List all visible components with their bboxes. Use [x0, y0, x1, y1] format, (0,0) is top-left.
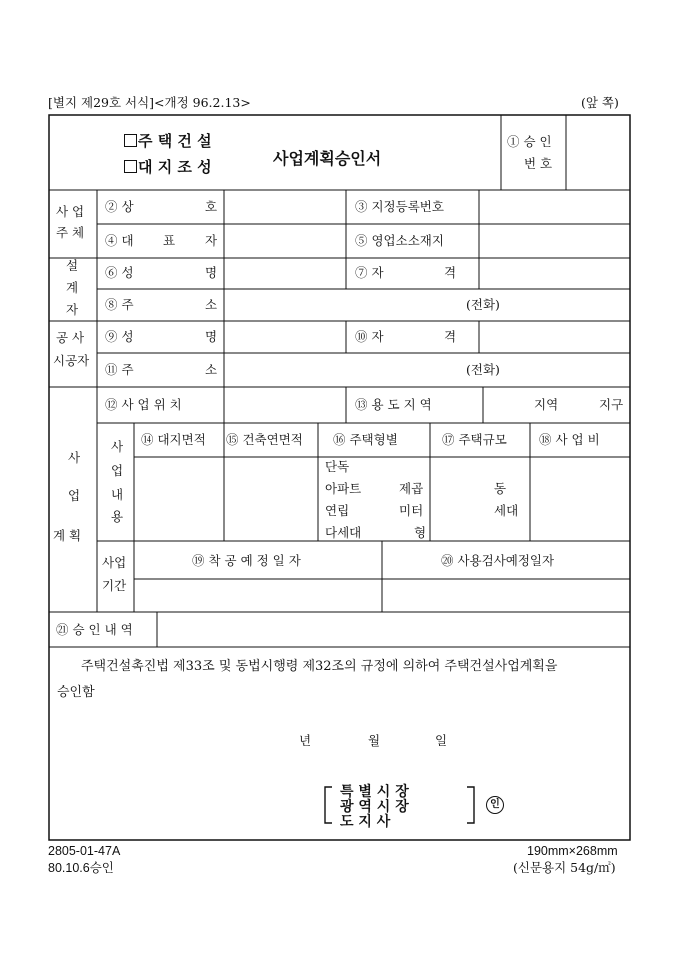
construction-start-date-field[interactable] — [135, 580, 381, 611]
label-approval-details: ㉑ 승 인 내 역 — [56, 622, 133, 637]
biz-content-1: 사 — [111, 439, 124, 454]
approval-statement-2: 승인함 — [57, 685, 95, 700]
approval-number-label: ① 승 인 — [507, 134, 552, 149]
constructor-qualification-field[interactable] — [480, 322, 629, 352]
label-constructor-address: ⑪ 주 — [105, 362, 134, 377]
checkbox-icon[interactable] — [124, 160, 137, 173]
type-apartment: 아파트 — [325, 481, 362, 496]
label-constructor-address-2: 소 — [205, 362, 218, 377]
biz-content-4: 용 — [111, 509, 124, 524]
label-constructor-qualification: ⑩ 자 — [355, 329, 384, 344]
type-row-house: 연립 — [325, 503, 350, 518]
office-location-field[interactable] — [480, 225, 629, 257]
option-land-development[interactable] — [124, 156, 212, 177]
label-designer-address-2: 소 — [205, 297, 218, 312]
section-designer-1: 설 — [66, 258, 79, 273]
section-plan-2: 업 — [68, 488, 81, 503]
label-constructor-name: ⑨ 성 — [105, 329, 134, 344]
unit-square: 제곱 — [399, 481, 424, 496]
business-cost-field[interactable] — [531, 458, 629, 540]
registration-number-field[interactable] — [480, 191, 629, 223]
seal-special-city-mayor: 특 별 시 장 — [340, 784, 409, 800]
label-constructor-qualification-2: 격 — [444, 329, 457, 344]
section-designer-3: 자 — [66, 302, 79, 317]
district-unit: 지구 — [599, 397, 624, 412]
approval-statement-1: 주택건설촉진법 제33조 및 동법시행령 제32조의 규정에 의하여 주택건설사업계획을 — [81, 659, 558, 674]
label-zoning: ⑬ 용 도 지 역 — [355, 397, 432, 412]
section-constructor-1: 공 사 — [56, 330, 85, 345]
label-business-location: ⑫ 사 업 위 치 — [105, 397, 182, 412]
approval-number-field[interactable] — [567, 116, 629, 189]
seal-governor: 도 지 사 — [340, 814, 391, 830]
label-registration-number: ③ 지정등록번호 — [355, 199, 444, 214]
inspection-date-field[interactable] — [383, 580, 629, 611]
label-total-floor-area: ⑮ 건축연면적 — [226, 432, 303, 447]
unit-building: 동 — [494, 481, 507, 496]
label-designer-address: ⑧ 주 — [105, 297, 134, 312]
biz-period-1: 사업 — [102, 555, 127, 570]
region-unit: 지역 — [534, 397, 559, 412]
page-side: (앞 쪽) — [581, 95, 619, 110]
constructor-name-field[interactable] — [225, 322, 345, 352]
date-day-label: 일 — [435, 733, 448, 748]
unit-meter: 미터 — [399, 503, 424, 518]
designer-name-field[interactable] — [225, 259, 345, 288]
land-area-field[interactable] — [135, 458, 223, 540]
label-land-area: ⑭ 대지면적 — [141, 432, 206, 447]
unit-household: 세대 — [494, 503, 519, 518]
label-designer-name: ⑥ 성 — [105, 265, 134, 280]
section-business-entity-2: 주 체 — [56, 225, 85, 240]
checkbox-icon[interactable] — [124, 134, 137, 147]
biz-period-2: 기간 — [102, 578, 127, 593]
constructor-address-field[interactable] — [225, 354, 629, 386]
date-year-label: 년 — [299, 733, 312, 748]
representative-field[interactable] — [225, 225, 345, 257]
label-trade-name: ② 상 — [105, 199, 134, 214]
footer-approval-date: 80.10.6승인 — [48, 861, 114, 875]
unit-type: 형 — [414, 525, 427, 540]
footer-paper-type: (신문용지 54g/㎡) — [513, 860, 616, 875]
label-representative-2: 표 — [163, 233, 176, 248]
document-title: 사업계획승인서 — [273, 149, 382, 168]
label-designer-qualification-2: 격 — [444, 265, 457, 280]
date-month-label: 월 — [368, 733, 381, 748]
label-representative-3: 자 — [205, 233, 218, 248]
seal-stamp-icon: 인 — [486, 796, 504, 814]
section-constructor-2: 시공자 — [53, 353, 90, 368]
seal-metropolitan-mayor: 광 역 시 장 — [340, 799, 409, 815]
business-location-field[interactable] — [225, 388, 345, 422]
label-representative: ④ 대 — [105, 233, 134, 248]
approval-number-label-2: 번 호 — [524, 156, 553, 171]
label-designer-qualification: ⑦ 자 — [355, 265, 384, 280]
biz-content-3: 내 — [111, 487, 124, 502]
type-detached: 단독 — [325, 459, 350, 474]
footer-form-code: 2805-01-47A — [48, 844, 121, 858]
trade-name-field[interactable] — [225, 191, 345, 223]
footer-paper-size: 190mm×268mm — [527, 844, 618, 858]
total-floor-area-field[interactable] — [225, 458, 317, 540]
designer-phone-label: (전화) — [466, 297, 500, 312]
section-designer-2: 계 — [66, 280, 79, 295]
option-housing-construction[interactable] — [124, 130, 212, 151]
section-plan-1: 사 — [68, 450, 81, 465]
label-inspection-date: ⑳ 사용검사예정일자 — [441, 553, 555, 568]
designer-qualification-field[interactable] — [480, 259, 629, 288]
form-number: [별지 제29호 서식]<개정 96.2.13> — [48, 95, 251, 110]
option-housing-label: 주 택 건 설 — [138, 132, 212, 150]
label-housing-scale: ⑰ 주택규모 — [442, 432, 507, 447]
approval-details-field[interactable] — [158, 613, 629, 646]
label-designer-name-2: 명 — [205, 265, 218, 280]
label-housing-type: ⑯ 주택형별 — [333, 432, 398, 447]
biz-content-2: 업 — [111, 463, 124, 478]
label-constructor-name-2: 명 — [205, 329, 218, 344]
type-multi-household: 다세대 — [325, 525, 362, 540]
label-trade-name-2: 호 — [205, 199, 218, 214]
section-business-entity-1: 사 업 — [56, 204, 85, 219]
label-business-cost: ⑱ 사 업 비 — [539, 432, 600, 447]
designer-address-field[interactable] — [225, 290, 629, 320]
option-land-label: 대 지 조 성 — [138, 158, 212, 176]
constructor-phone-label: (전화) — [466, 362, 500, 377]
label-office-location: ⑤ 영업소소재지 — [355, 233, 444, 248]
section-plan-3: 계 획 — [53, 528, 82, 543]
label-construction-start-date: ⑲ 착 공 예 정 일 자 — [192, 553, 301, 568]
